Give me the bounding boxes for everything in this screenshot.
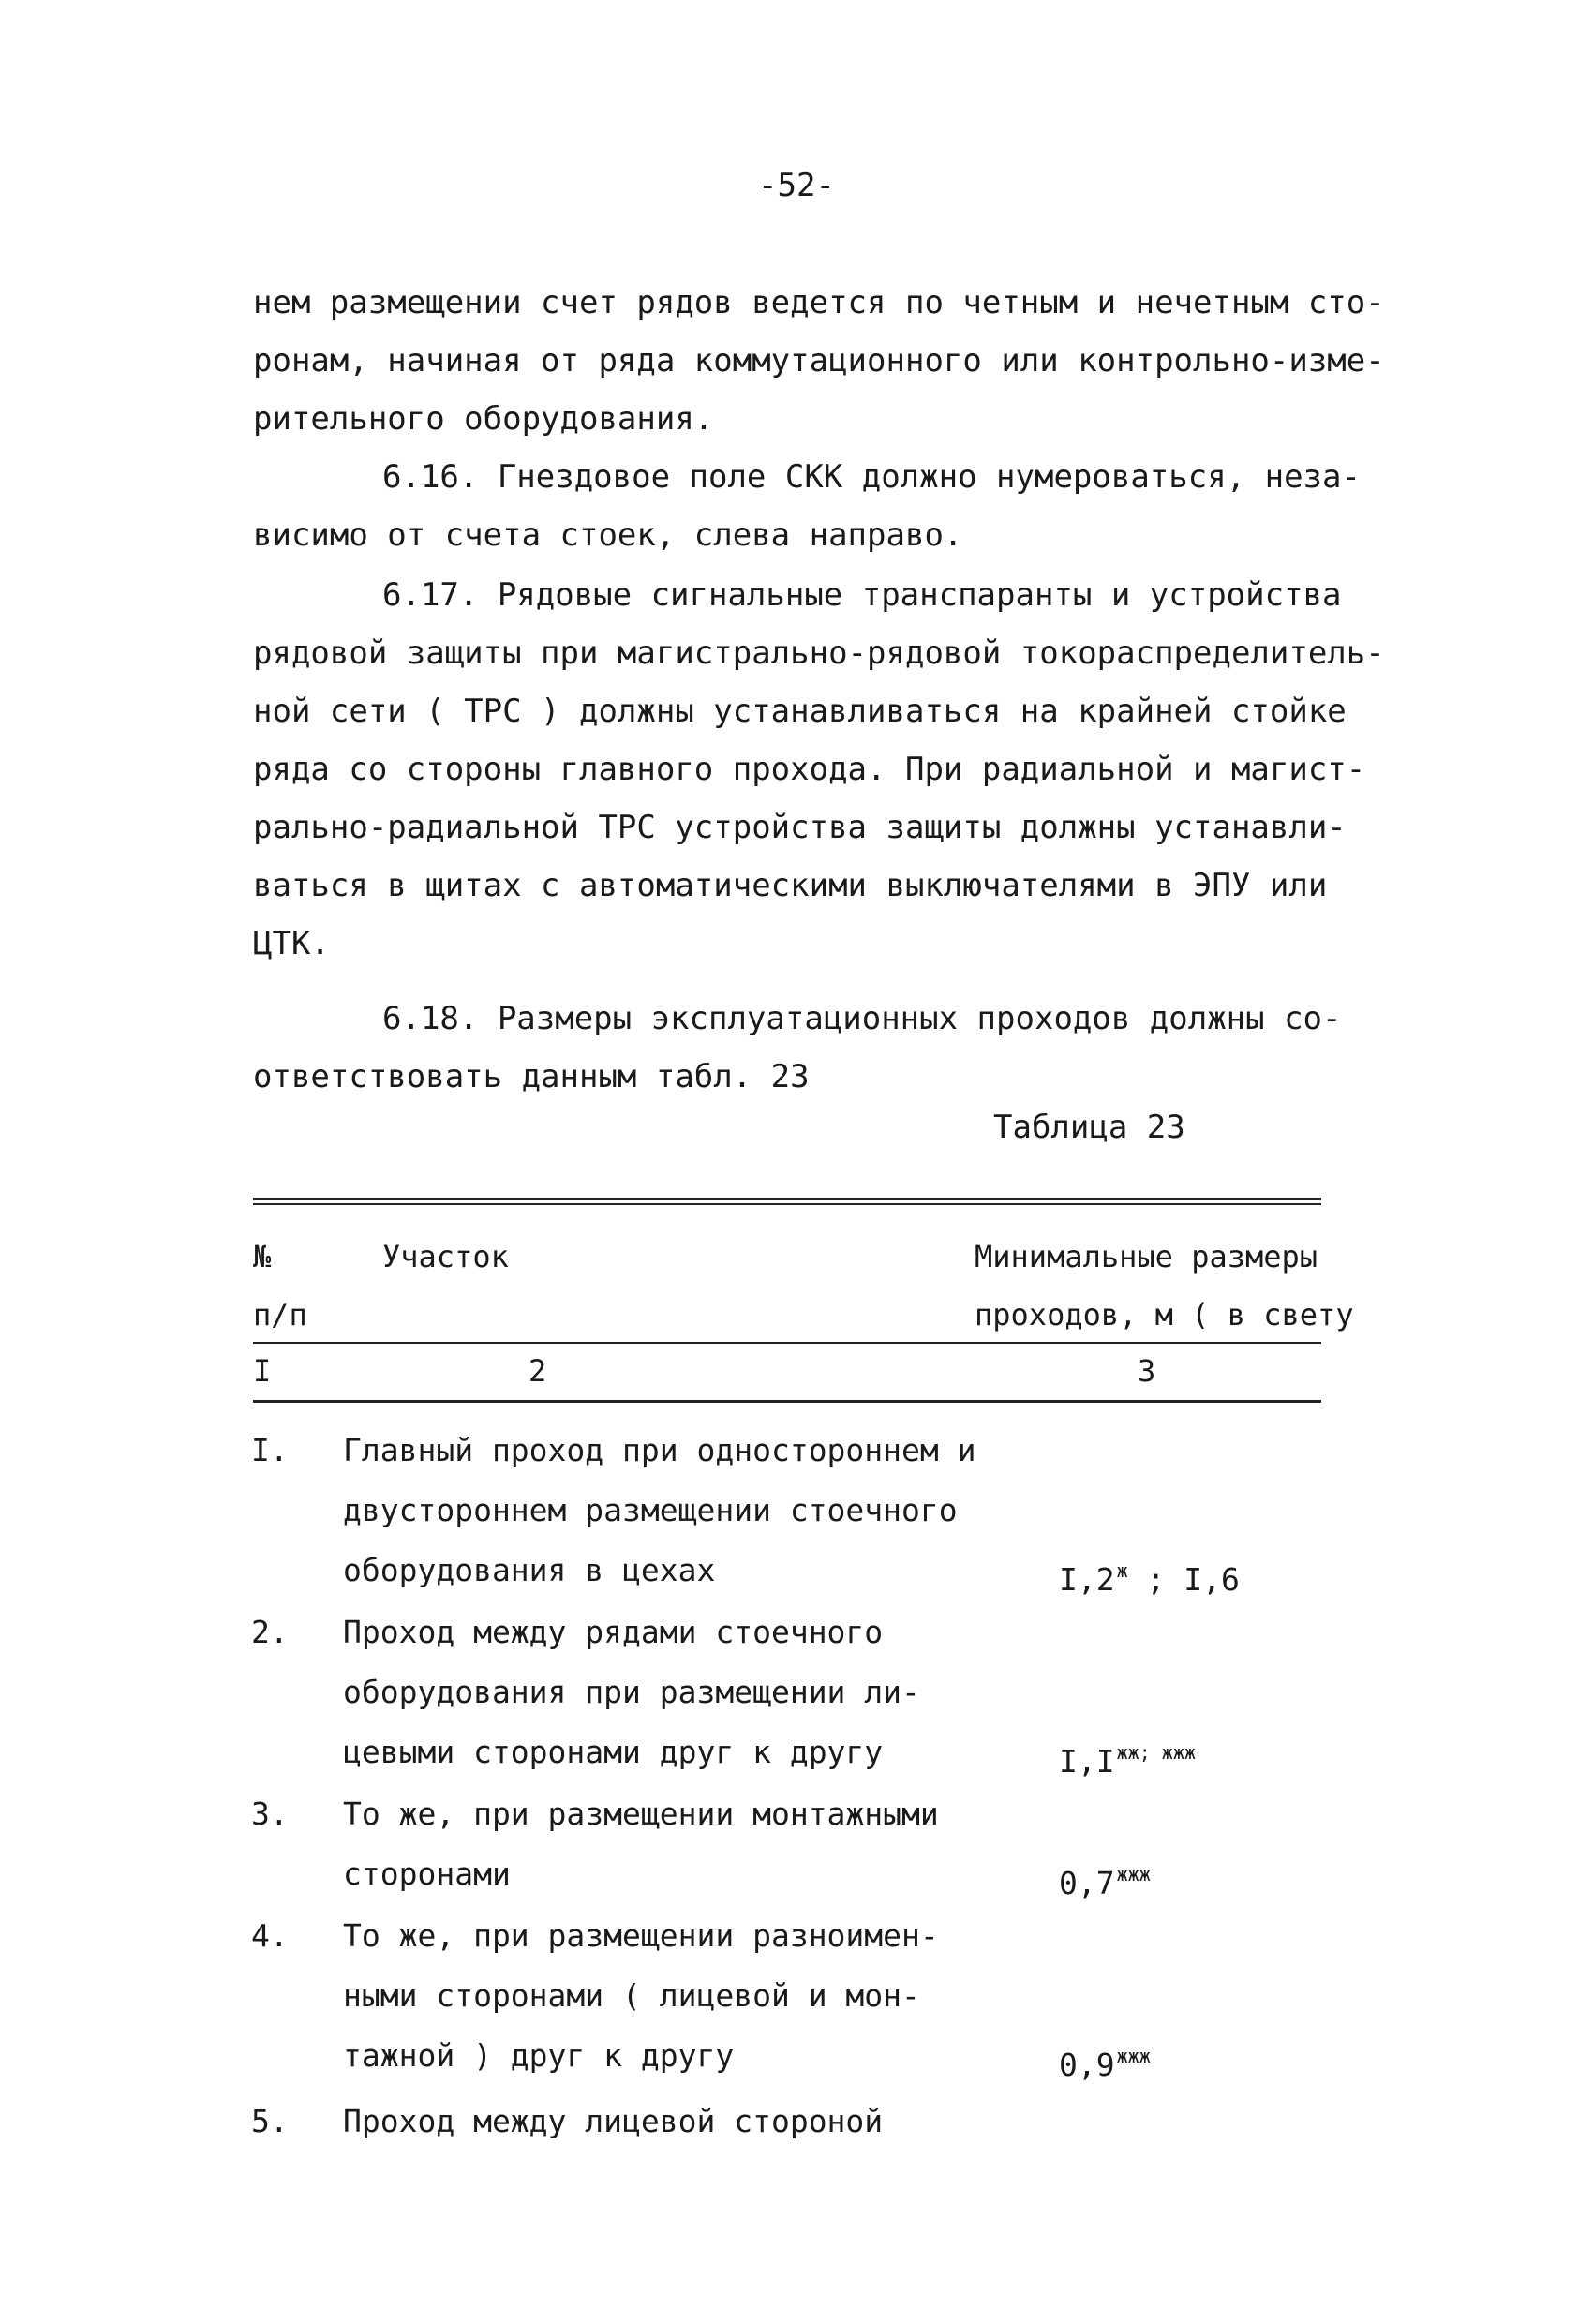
paragraph-6-16 <box>253 448 1361 564</box>
value-rest: ; I,6 <box>1127 1561 1240 1598</box>
header-number-label: п/п <box>253 1297 307 1333</box>
row-number: 2. <box>251 1614 289 1650</box>
header-size-line2: проходов, м ( в свету <box>975 1297 1354 1333</box>
row-description <box>343 1784 961 1904</box>
row-description <box>343 1906 961 2086</box>
text-line: оборудования при размещении ли- <box>343 1674 920 1710</box>
text-line: ваться в щитах с автоматическими выключателями в ЭПУ или <box>253 867 1328 904</box>
row-number: 4. <box>251 1917 289 1954</box>
text-line: нем размещении счет рядов ведется по четным и нечетным сто- <box>253 284 1385 321</box>
text-line: висимо от счета стоек, слева направо. <box>253 516 963 554</box>
paragraph-continuation <box>253 274 1385 448</box>
paragraph-6-17 <box>253 566 1385 973</box>
text-line: То же, при размещении монтажными <box>343 1795 939 1832</box>
text-line: ряда со стороны главного прохода. При радиальной и магист- <box>253 751 1366 788</box>
table-caption: Таблица 23 <box>993 1109 1185 1146</box>
value-number: I,I <box>1059 1743 1115 1780</box>
header-size-line1: Минимальные размеры <box>975 1239 1318 1274</box>
text-line: ответствовать данным табл. 23 <box>253 1058 810 1095</box>
row-description <box>343 1421 976 1601</box>
text-line: ЦТК. <box>253 925 330 962</box>
row-description <box>343 2092 961 2152</box>
value-number: 0,9 <box>1059 2047 1115 2083</box>
footnote-mark: жжж <box>1116 1863 1151 1885</box>
header-rule <box>253 1342 1321 1344</box>
text-line: двустороннем размещении стоечного <box>343 1492 958 1528</box>
text-line: тажной ) друг к другу <box>343 2037 735 2074</box>
column-number-2: 2 <box>529 1353 547 1389</box>
text-line: 6.17. Рядовые сигнальные транспаранты и устройства <box>382 576 1342 614</box>
text-line: цевыми сторонами друг к другу <box>343 1734 884 1770</box>
header-number-symbol: № <box>253 1239 272 1274</box>
text-line: Проход между лицевой стороной <box>343 2103 884 2139</box>
text-line: ронам, начиная от ряда коммутационного или контрольно-изме- <box>253 342 1385 380</box>
text-line: То же, при размещении разноимен- <box>343 1917 939 1954</box>
row-value <box>1059 2026 1151 2095</box>
text-line: рительного оборудования. <box>253 400 714 438</box>
text-line: ной сети ( ТРС ) должны устанавливаться на крайней стойке <box>253 693 1347 730</box>
text-line: 6.18. Размеры эксплуатационных проходов должны со- <box>382 1000 1342 1037</box>
text-line: рально-радиальной ТРС устройства защиты должны устанавли- <box>253 809 1347 846</box>
column-numbers-rule <box>253 1400 1321 1403</box>
paragraph-6-18 <box>253 990 1342 1106</box>
text-line: Главный проход при одностороннем и <box>343 1432 976 1468</box>
value-number: 0,7 <box>1059 1865 1115 1901</box>
table-top-rule-inner <box>253 1203 1321 1205</box>
row-number: 5. <box>251 2103 289 2139</box>
row-number: 3. <box>251 1795 289 1832</box>
row-value <box>1059 1722 1196 1792</box>
header-section: Участок <box>382 1239 509 1274</box>
text-line: 6.16. Гнездовое поле СКК должно нумероваться, неза- <box>382 458 1361 496</box>
row-number: I. <box>251 1432 289 1468</box>
page-number: -52- <box>758 167 835 204</box>
column-number-1: I <box>253 1353 272 1389</box>
text-line: оборудования в цехах <box>343 1552 716 1588</box>
row-value <box>1059 1844 1151 1914</box>
row-description <box>343 1602 961 1782</box>
row-value <box>1059 1541 1240 1610</box>
text-line: ными сторонами ( лицевой и мон- <box>343 1977 920 2014</box>
column-number-3: 3 <box>1138 1353 1156 1389</box>
text-line: Проход между рядами стоечного <box>343 1614 884 1650</box>
footnote-mark: жж; жжж <box>1116 1741 1196 1764</box>
value-number: I,2 <box>1059 1561 1115 1598</box>
footnote-mark: жжж <box>1116 2045 1151 2067</box>
text-line: сторонами <box>343 1855 511 1892</box>
table-top-rule <box>253 1198 1321 1200</box>
footnote-mark: ж <box>1116 1559 1128 1582</box>
text-line: рядовой защиты при магистрально-рядовой токораспределитель- <box>253 634 1385 672</box>
